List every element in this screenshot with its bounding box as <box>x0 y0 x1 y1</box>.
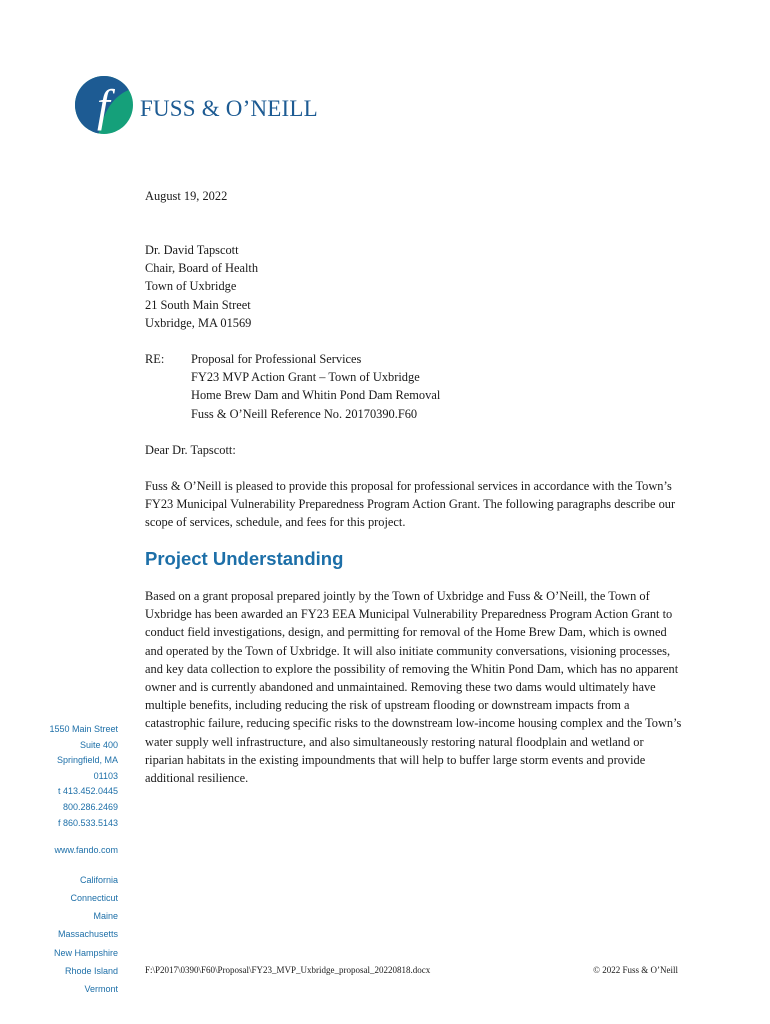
recipient-line: Town of Uxbridge <box>145 279 237 294</box>
subject-label: RE: <box>145 352 165 366</box>
subject-lines <box>191 350 440 423</box>
address-line: 01103 <box>93 770 118 781</box>
state-item: California <box>79 874 118 885</box>
subject-line: Home Brew Dam and Whitin Pond Dam Removal <box>191 388 441 403</box>
state-item: Rhode Island <box>64 965 118 976</box>
phone-line: 800.286.2469 <box>62 801 118 812</box>
footer-file-path: F:\P2017\0390\F60\Proposal\FY23_MVP_Uxbridge_proposal_20220818.docx <box>145 965 431 975</box>
subject-line: Proposal for Professional Services <box>191 352 362 366</box>
company-logo <box>74 74 324 140</box>
recipient-address <box>145 241 258 332</box>
address-line: Suite 400 <box>79 739 118 750</box>
website-link[interactable]: www.fando.com <box>54 845 118 856</box>
state-list <box>49 871 118 998</box>
office-sidebar <box>49 722 118 998</box>
state-item: Connecticut <box>70 892 118 903</box>
subject-line: FY23 MVP Action Grant – Town of Uxbridge <box>191 370 420 385</box>
recipient-line: Dr. David Tapscott <box>145 243 239 257</box>
letter-date: August 19, 2022 <box>145 189 228 203</box>
footer-copyright: © 2022 Fuss & O’Neill <box>593 965 678 975</box>
salutation: Dear Dr. Tapscott: <box>145 443 236 457</box>
phone-line: f 860.533.5143 <box>57 817 118 828</box>
recipient-line: Chair, Board of Health <box>145 261 259 276</box>
fuss-oneill-logo-icon <box>74 74 134 136</box>
state-item: Vermont <box>84 983 118 994</box>
intro-paragraph: Fuss & O’Neill is pleased to provide this proposal for professional services in accordance with the Town’s FY23 Municipal Vulnerability Preparedness Program Action Grant. The following paragraphs describe our scope of services, schedule, and fees for this project. <box>145 479 676 530</box>
state-item: Maine <box>93 911 118 922</box>
company-name: FUSS & O’NEILL <box>140 96 318 121</box>
subject-line: Fuss & O’Neill Reference No. 20170390.F60 <box>191 406 418 421</box>
address-line: Springfield, MA <box>56 755 118 766</box>
section-heading: Project Understanding <box>145 548 344 569</box>
recipient-line: 21 South Main Street <box>145 297 251 312</box>
phone-line: t 413.452.0445 <box>57 786 118 797</box>
address-line: 1550 Main Street <box>49 724 118 734</box>
state-item: Massachusetts <box>57 929 118 940</box>
project-understanding-paragraph: Based on a grant proposal prepared jointly by the Town of Uxbridge and Fuss & O’Neill, the Town of Uxbridge has been awarded an FY23 EEA Municipal Vulnerability Preparedness Program Action Grant to conduct field investigations, design, and permitting for removal of the Home Brew Dam, which is owned and operated by the Town of Uxbridge. It will also initiate community conversations, visioning processes, and key data collection to explore the possibility of removing the Whitin Pond Dam, which has no apparent owner and is currently abandoned and unmaintained. Removing these two dams would ultimately have multiple benefits, including reducing the risk of upstream flooding or downstream impacts from a catastrophic failure, reducing specific risks to the downstream low-income housing complex and the Town’s water supply well infrastructure, and also simultaneously restoring natural floodplain and wetland or riparian habitats in the existing impoundments that will help to buffer large storm events and provide additional resilience. <box>145 589 682 786</box>
recipient-line: Uxbridge, MA 01569 <box>145 315 252 330</box>
svg-text:f: f <box>97 80 110 131</box>
state-item: New Hampshire <box>53 947 118 958</box>
